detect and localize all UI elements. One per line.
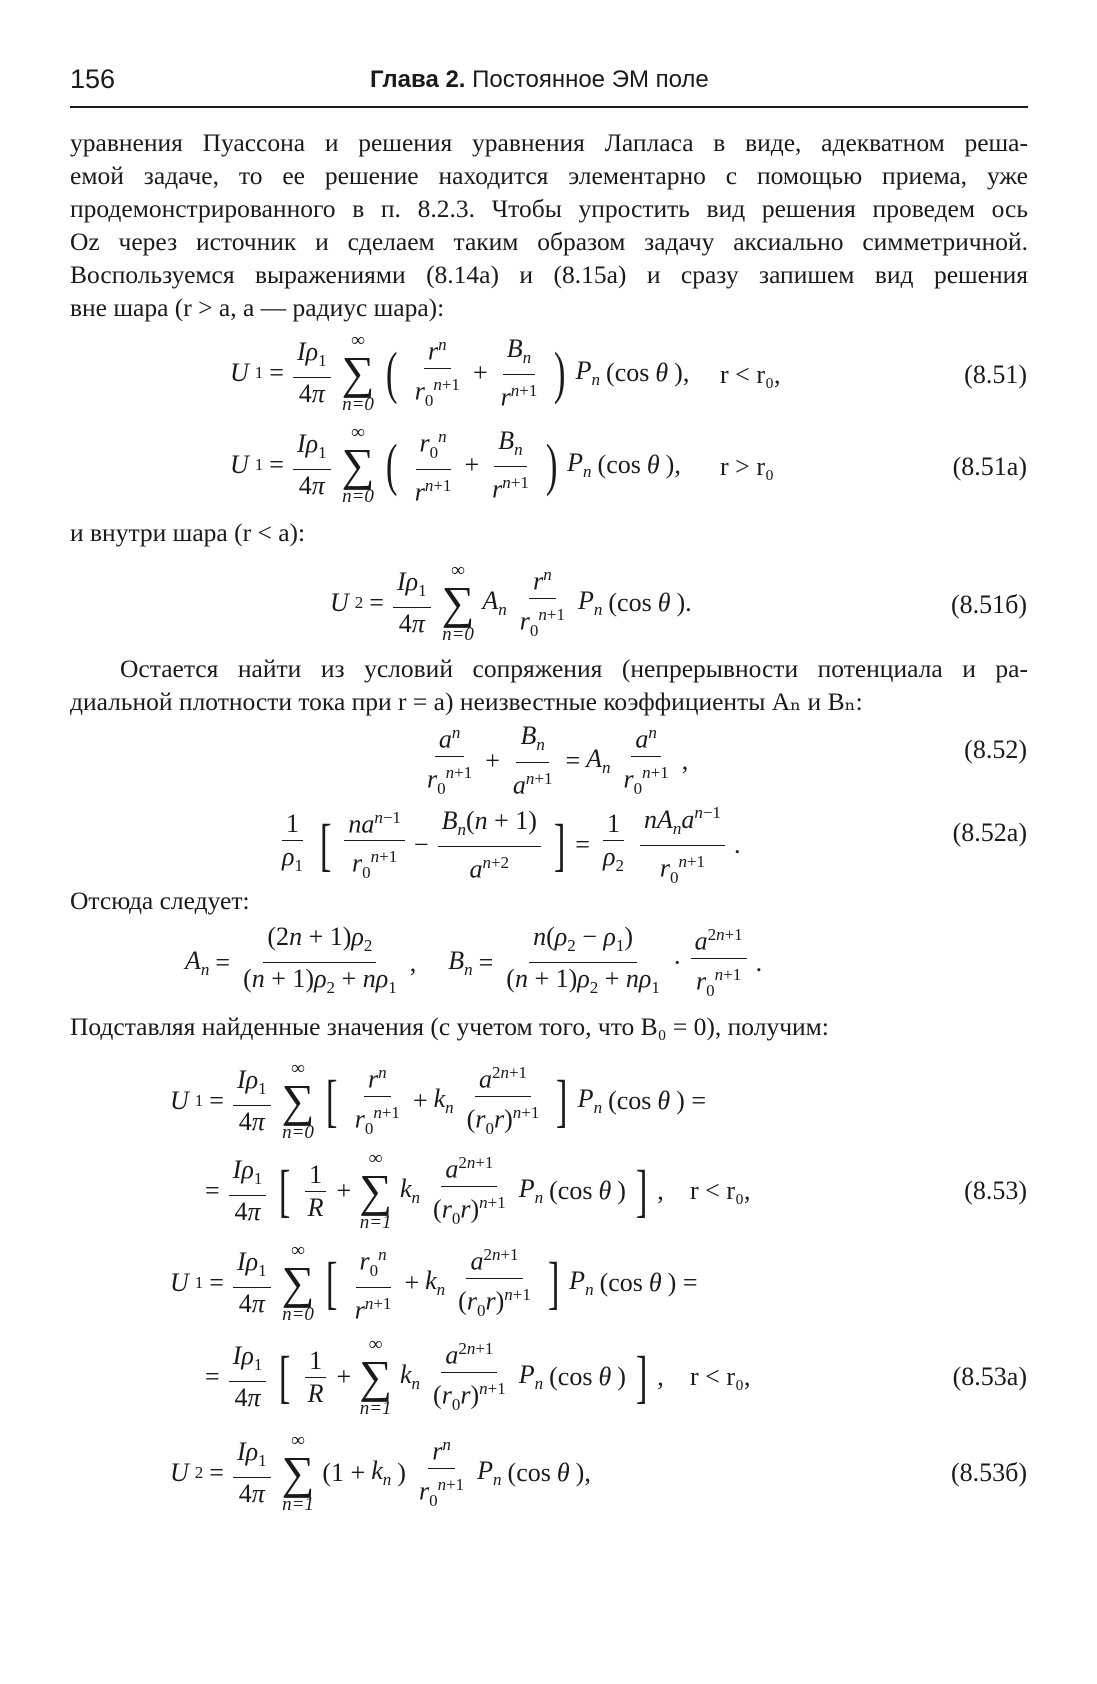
equation-coefficients: $A_n$ = $\frac{(2n + 1)\rho_2}{(n + 1)\rho_2 + n\rho_1}$ , $B_n$ = $\frac{n(\rho_2 - \rho_1)}{(n + 1)\rho_2 + n\rho_1}$ · $\frac{a^{2n+1}}{r_0^{n+1}}$ . <box>185 920 762 1006</box>
text-line: Воспользуемся выражениями (8.14a) и (8.15a) и сразу запишем вид решения <box>70 260 1028 289</box>
equation-number: (8.51) <box>964 360 1027 389</box>
text-line: Отсюда следует: <box>70 886 250 915</box>
equation-8-53-line-1: U 1 = $\frac{I\rho_1}{4\pi}$ ∞ ∑ n=0 [ $\frac{r^n}{r_0^{n+1}}$ + $k_n$ $\frac{a^{2n+1}}{(r_0r)^{n+1}}$ ] $P_n$ (cos θ ) = <box>170 1058 706 1143</box>
paragraph-4 <box>70 884 1028 917</box>
paragraph-1 <box>70 126 1028 324</box>
text-line: Остается найти из условий сопряжения (непрерывности потенциала и ра- <box>120 654 1028 683</box>
running-header <box>70 60 1028 108</box>
paragraph-5 <box>70 1010 1028 1043</box>
text-line: уравнения Пуассона и решения уравнения Лапласа в виде, адекватном реша- <box>70 128 1028 157</box>
equation-8-52a: $\frac{1}{\rho_1}$ [ $\frac{na^{n-1}}{r_0^{n+1}}$ − $\frac{B_n(n + 1)}{a^{n+2}}$ ] = $\frac{1}{\rho_2}$ $\frac{nA_na^{n-1}}{r_0^{n+1}}$ . <box>275 798 740 893</box>
equation-number: (8.52) <box>964 735 1027 764</box>
equation-number: (8.53a) <box>952 1362 1027 1391</box>
equation-number: (8.52a) <box>952 818 1027 847</box>
equation-8-51: U 1 = $\frac{I\rho_1}{4\pi}$ ∞ ∑ n=0 ( $\frac{r^n}{r_0^{n+1}}$ + $\frac{B_n}{r^{n+1}}$ ) $P_n$ (cos θ ), <box>230 330 690 415</box>
eq-condition: r < r₀, <box>690 1176 751 1205</box>
text-line: продемонстрированного в п. 8.2.3. Чтобы упростить вид решения проведем ось <box>70 194 1028 223</box>
text-line: Подставляя найденные значения (с учетом того, что B₀ = 0), получим: <box>70 1012 829 1041</box>
equation-8-53a-line-2: = $\frac{I\rho_1}{4\pi}$ [ $\frac{1}{R}$ + ∞ ∑ n=1 $k_n$ $\frac{a^{2n+1}}{(r_0r)^{n+1}}$ $P_n$ (cos θ ) ] , <box>205 1334 664 1419</box>
equation-8-53-line-2: = $\frac{I\rho_1}{4\pi}$ [ $\frac{1}{R}$ + ∞ ∑ n=1 $k_n$ $\frac{a^{2n+1}}{(r_0r)^{n+1}}$ $P_n$ (cos θ ) ] , <box>205 1148 664 1233</box>
equation-8-51a: U 1 = $\frac{I\rho_1}{4\pi}$ ∞ ∑ n=0 ( $\frac{r_0^n}{r^{n+1}}$ + $\frac{B_n}{r^{n+1}}$ ) $P_n$ (cos θ ), <box>230 422 681 507</box>
chapter-title: Глава 2. Постоянное ЭМ поле <box>370 66 709 93</box>
text-line: емой задаче, то ее решение находится элементарно с помощью приема, уже <box>70 161 1028 190</box>
page-number: 156 <box>70 64 116 94</box>
equation-8-52: $\frac{a^n}{r_0^{n+1}}$ + $\frac{B_n}{a^{n+1}}$ = $A_n$ $\frac{a^n}{r_0^{n+1}}$ , <box>420 718 688 804</box>
paragraph-2 <box>70 516 1028 549</box>
eq-condition: r > r₀ <box>720 452 775 481</box>
equation-number: (8.51б) <box>950 590 1027 619</box>
eq-condition: r < r₀, <box>720 360 781 389</box>
paragraph-3 <box>70 652 1028 718</box>
text-line: Oz через источник и сделаем таким образом задачу аксиально симметричной. <box>70 227 1028 256</box>
equation-number: (8.53) <box>964 1176 1027 1205</box>
equation-8-53b: U 2 = $\frac{I\rho_1}{4\pi}$ ∞ ∑ n=1 (1 + $k_n$ ) $\frac{r^n}{r_0^{n+1}}$ $P_n$ (cos θ ), <box>170 1430 591 1515</box>
text-line: вне шара (r > a, a — радиус шара): <box>70 293 445 322</box>
equation-8-51b: U 2 = $\frac{I\rho_1}{4\pi}$ ∞ ∑ n=0 $A_n$ $\frac{r^n}{r_0^{n+1}}$ $P_n$ (cos θ ). <box>330 560 692 645</box>
text-line: и внутри шара (r < a): <box>70 518 306 547</box>
equation-number: (8.51a) <box>952 452 1027 481</box>
eq-condition: r < r₀, <box>690 1362 751 1391</box>
text-line: диальной плотности тока при r = a) неизвестные коэффициенты Aₙ и Bₙ: <box>70 687 863 716</box>
equation-number: (8.53б) <box>950 1458 1027 1487</box>
equation-8-53a-line-1: U 1 = $\frac{I\rho_1}{4\pi}$ ∞ ∑ n=0 [ $\frac{r_0^n}{r^{n+1}}$ + $k_n$ $\frac{a^{2n+1}}{(r_0r)^{n+1}}$ ] $P_n$ (cos θ ) = <box>170 1240 698 1325</box>
